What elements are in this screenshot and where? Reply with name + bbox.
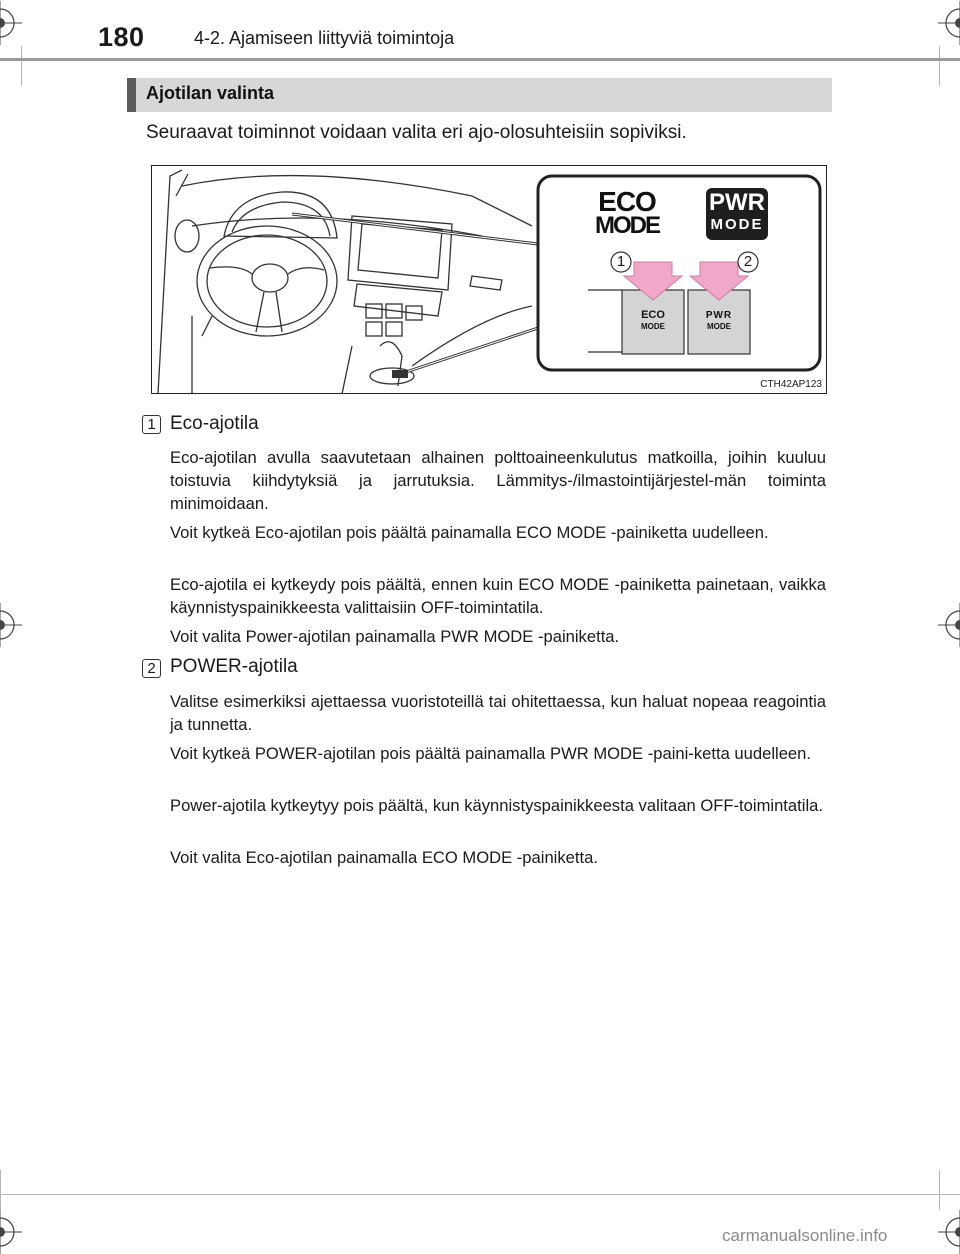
paragraph: Power-ajotila kytkeytyy pois päältä, kun käynnistyspainikkeesta valitaan OFF-toimintatila. (170, 796, 823, 815)
section-header: 4-2. Ajamiseen liittyviä toimintoja (194, 28, 455, 48)
pwr-button-line2: MODE (707, 322, 731, 331)
crop-line (0, 1170, 1, 1210)
eco-button-line1: ECO (641, 309, 665, 321)
item-title-power: POWER-ajotila (170, 656, 298, 677)
eco-logo-line2: MODE (595, 212, 659, 239)
eco-button-line2: MODE (641, 322, 665, 331)
pwr-mode-logo (706, 189, 768, 236)
paragraph: Voit valita Eco-ajotilan painamalla ECO MODE -painiketta. (170, 848, 598, 867)
callout-2: 2 (743, 253, 753, 270)
section-title-bar (127, 78, 832, 112)
registration-mark-icon (0, 1, 22, 45)
item-number-2: 2 (142, 659, 161, 678)
paragraph: Voit kytkeä POWER-ajotilan pois päältä painamalla PWR MODE -paini-ketta uudelleen. (170, 744, 811, 763)
crop-line (939, 46, 940, 86)
dashboard-illustration (151, 165, 827, 394)
paragraph: Voit valita Power-ajotilan painamalla PWR MODE -painiketta. (170, 627, 620, 646)
footer-watermark: carmanualsonline.info (722, 1226, 888, 1245)
paragraph: Voit kytkeä Eco-ajotilan pois päältä painamalla ECO MODE -painiketta uudelleen. (170, 523, 769, 542)
footer-rule (0, 1194, 960, 1195)
registration-mark-icon (938, 603, 960, 647)
item-title-eco: Eco-ajotila (170, 413, 259, 434)
registration-mark-icon (938, 1210, 960, 1254)
eco-mode-button (622, 310, 684, 332)
intro-text: Seuraavat toiminnot voidaan valita eri ajo-olosuhteisiin sopiviksi. (146, 122, 687, 143)
eco-mode-logo (592, 186, 662, 239)
crop-line (21, 46, 22, 86)
registration-mark-icon (0, 1210, 22, 1254)
paragraph: Eco-ajotilan avulla saavutetaan alhainen polttoaineenkulutus matkoilla, joihin kuuluu toistuvia kiihdytyksiä ja jarrutuksia. Lämmitys-/ilmastointijärjestel-män toiminta minimoidaan. (170, 448, 826, 513)
pwr-mode-button (688, 310, 750, 332)
pwr-logo-line1: PWR (709, 189, 765, 216)
page-number: 180 (98, 22, 145, 52)
section-title: Ajotilan valinta (146, 83, 275, 103)
paragraph: Valitse esimerkiksi ajettaessa vuoristoteillä tai ohitettaessa, kun haluat nopeaa reagointia ja tunnetta. (170, 692, 826, 734)
registration-mark-icon (0, 603, 22, 647)
pwr-button-line1: PWR (705, 310, 733, 321)
paragraph: Eco-ajotila ei kytkeydy pois päältä, ennen kuin ECO MODE -painiketta painetaan, vaikka käynnistyspainikkeesta valittaisiin OFF-toimintatila. (170, 575, 826, 617)
crop-line (939, 1170, 940, 1210)
callout-1: 1 (616, 253, 626, 270)
pwr-logo-line2: MODE (710, 216, 764, 233)
header-rule (0, 58, 960, 61)
registration-mark-icon (938, 1, 960, 45)
eco-logo-line1: ECO (598, 186, 656, 217)
item-number-1: 1 (142, 415, 161, 434)
figure-code: CTH42AP123 (760, 379, 822, 390)
